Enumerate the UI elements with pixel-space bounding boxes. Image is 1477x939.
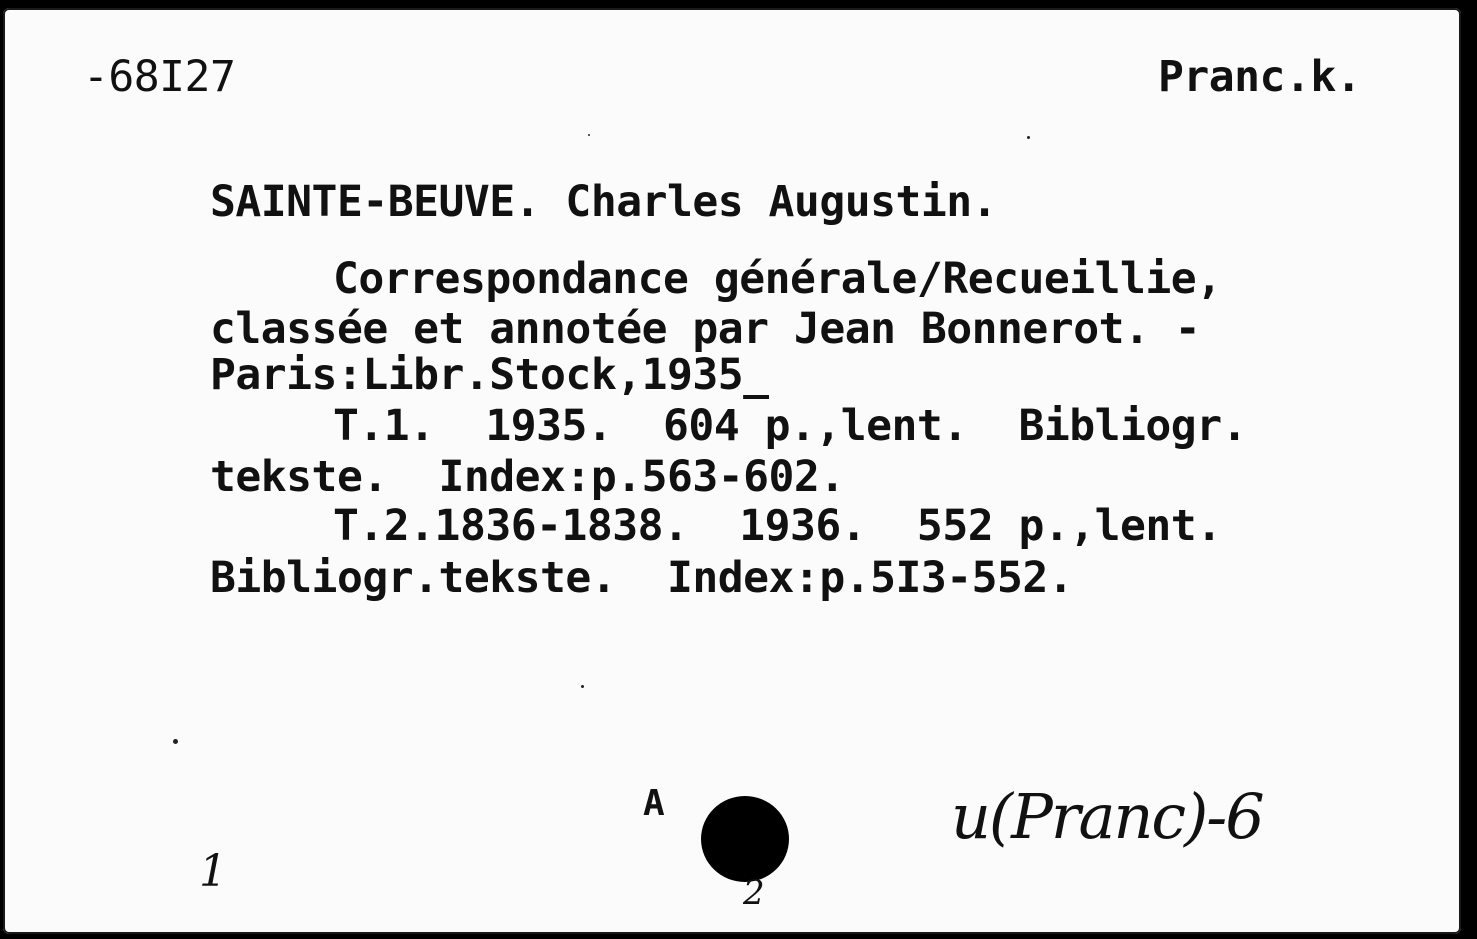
volume-2-line: T.2.1836-1838. 1936. 552 p.,lent. bbox=[333, 501, 1222, 551]
catalog-card bbox=[3, 8, 1461, 934]
ink-speck bbox=[1027, 136, 1030, 139]
ink-speck bbox=[588, 134, 590, 136]
author-heading: SAINTE-BEUVE. Charles Augustin. bbox=[210, 177, 998, 227]
volume-2-index-line: Bibliogr.tekste. Index:p.5I3-552. bbox=[210, 553, 1074, 603]
volume-1-index-line: tekste. Index:p.563-602. bbox=[210, 452, 845, 502]
handwritten-number-two: 2 bbox=[743, 873, 765, 913]
stamp-letter: A bbox=[643, 783, 665, 824]
volume-1-line: T.1. 1935. 604 p.,lent. Bibliogr. bbox=[333, 401, 1247, 451]
punch-hole bbox=[701, 796, 789, 882]
ink-speck bbox=[581, 685, 584, 688]
location-code: Pranc.k. bbox=[1158, 52, 1362, 102]
call-number: -68I27 bbox=[83, 52, 236, 102]
imprint-line: Paris:Libr.Stock,1935_ bbox=[210, 350, 769, 400]
title-line-2: classée et annotée par Jean Bonnerot. - bbox=[210, 304, 1201, 354]
ink-speck bbox=[173, 739, 178, 744]
title-line-1: Correspondance générale/Recueillie, bbox=[333, 254, 1222, 304]
handwritten-note: u(Pranc)-6 bbox=[951, 780, 1263, 853]
handwritten-number-one: 1 bbox=[199, 846, 227, 897]
